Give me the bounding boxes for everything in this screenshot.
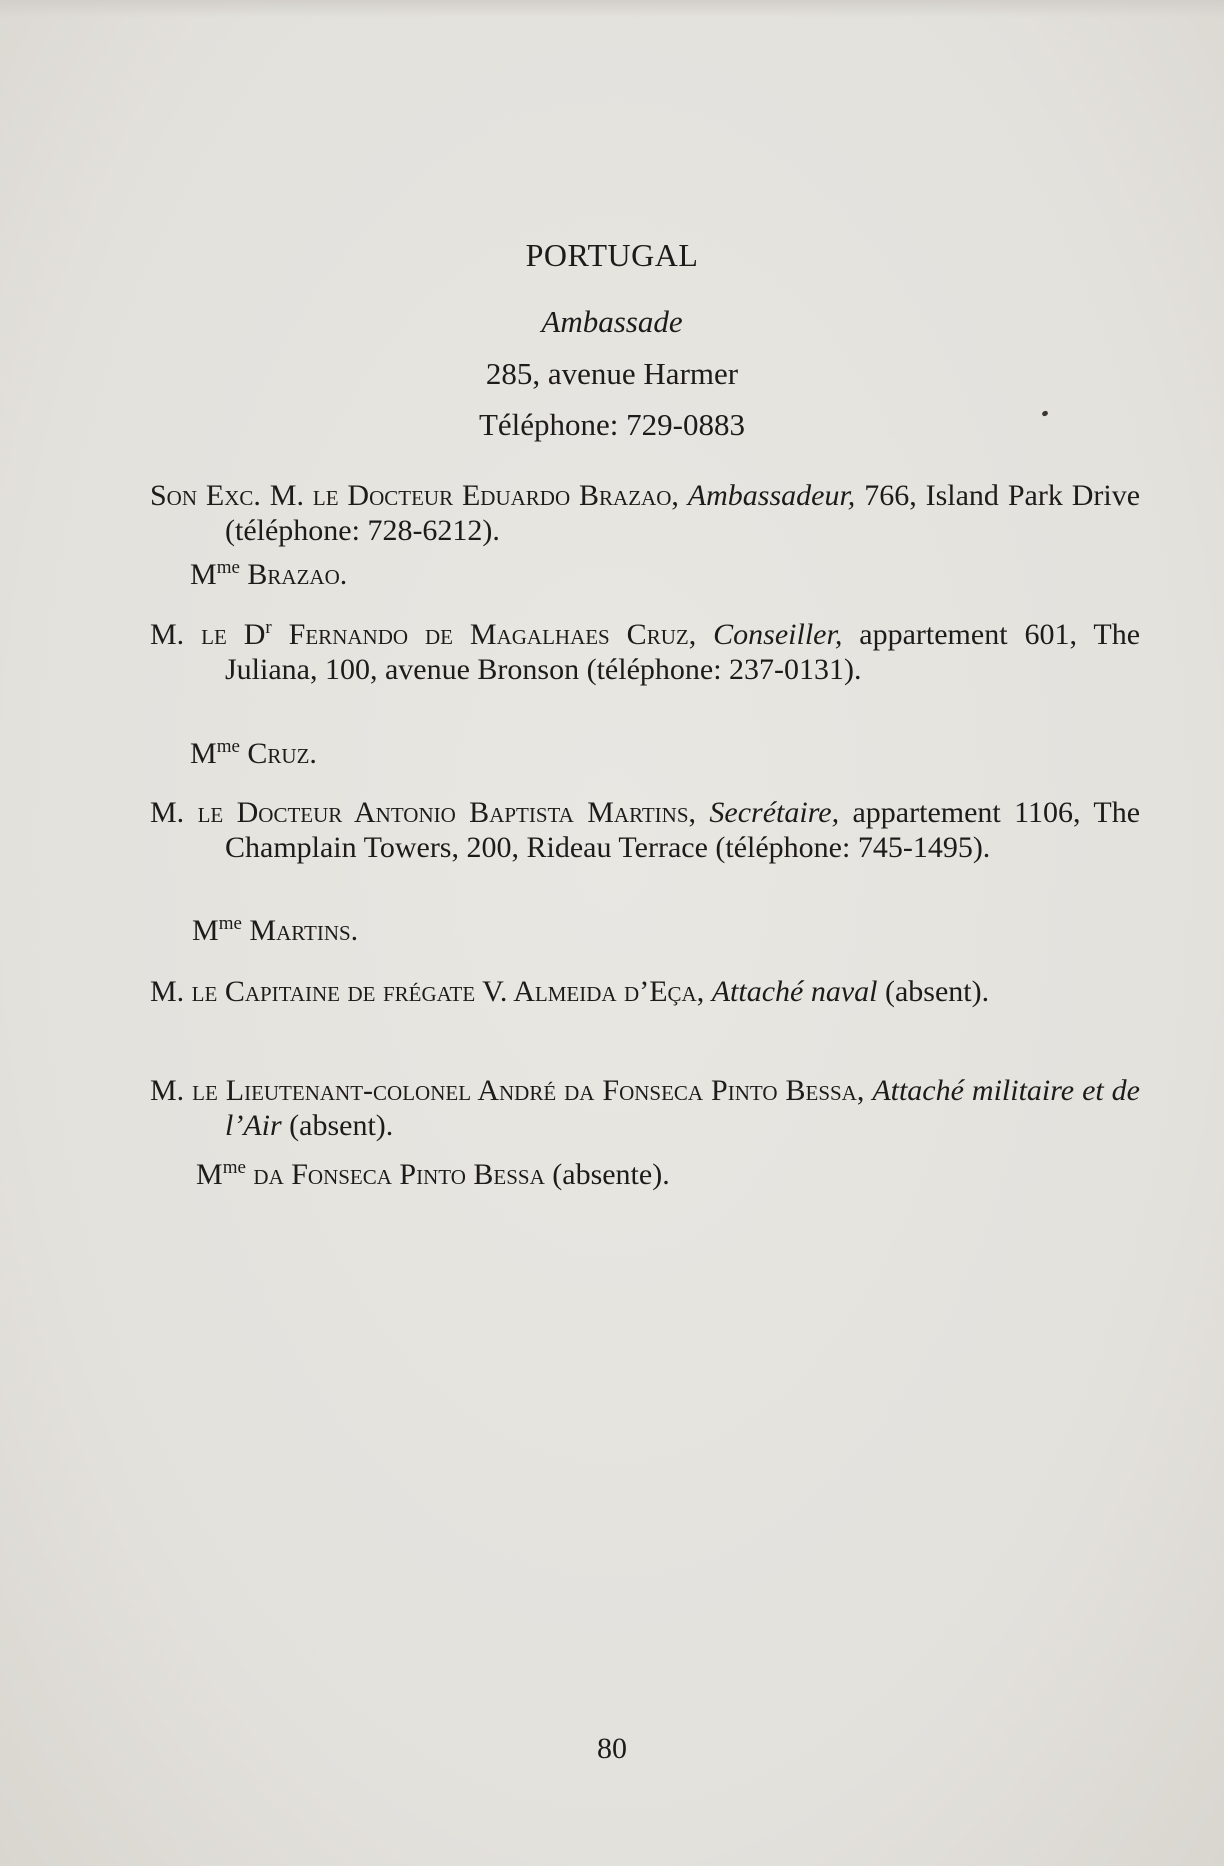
- entry-military-attache: [150, 1073, 1140, 1143]
- spouse-line: [190, 736, 317, 771]
- entry-details: (absent).: [289, 1109, 394, 1142]
- entry-name: M. le D: [150, 618, 266, 651]
- entry-title: Ambassadeur,: [687, 479, 856, 512]
- entry-details: 766, Island Park Drive (téléphone: 728-6212).: [225, 479, 1141, 547]
- spouse-prefix-sup: me: [216, 736, 240, 757]
- entry-title: Attaché naval: [711, 975, 878, 1008]
- entry-name-rest: Fernando de Magalhaes Cruz,: [288, 618, 697, 651]
- entry-title: Conseiller,: [713, 618, 843, 651]
- spouse-prefix: M: [192, 914, 219, 947]
- spouse-prefix: M: [196, 1158, 223, 1191]
- spouse-prefix-sup: me: [216, 557, 240, 578]
- entry-details: appartement 1106, The Champlain Towers, 200, Rideau Terrace (téléphone: 745-1495).: [225, 796, 1141, 864]
- entry-secretary: [150, 795, 1140, 865]
- spouse-name: da Fonseca Pinto Bessa: [253, 1158, 545, 1191]
- entry-name: M. le Capitaine de frégate V. Almeida d’Eça,: [150, 975, 705, 1008]
- office-address: 285, avenue Harmer: [485, 356, 739, 391]
- spouse-prefix: M: [190, 737, 217, 770]
- entry-name: M. le Docteur Antonio Baptista Martins,: [150, 796, 696, 829]
- entry-name: Son Exc. M. le Docteur Eduardo Brazao,: [150, 479, 679, 512]
- spouse-name: Brazao.: [247, 558, 348, 591]
- entry-name: M. le Lieutenant-colonel André da Fonseca Pinto Bessa,: [150, 1074, 865, 1107]
- entry-details: (absent).: [885, 975, 990, 1008]
- spouse-name: Cruz.: [247, 737, 317, 770]
- office-heading: Ambassade: [541, 304, 683, 339]
- spouse-name: Martins.: [249, 914, 359, 947]
- spouse-line: [196, 1157, 670, 1192]
- spouse-prefix-sup: me: [222, 1157, 246, 1178]
- spouse-line: [190, 557, 347, 592]
- spouse-details: (absente).: [552, 1158, 670, 1191]
- spouse-prefix-sup: me: [218, 913, 242, 934]
- page-top-edge: [0, 0, 1224, 18]
- entry-details: appartement 601, The Juliana, 100, avenue Bronson (téléphone: 237-0131).: [225, 618, 1141, 686]
- entry-counsellor: [150, 617, 1140, 687]
- entry-name-sup: r: [265, 617, 272, 638]
- entry-ambassador: [150, 478, 1140, 548]
- country-heading: PORTUGAL: [525, 237, 699, 273]
- office-phone: Téléphone: 729-0883: [478, 407, 745, 442]
- page-number: 80: [597, 1732, 627, 1765]
- entry-naval-attache: [150, 974, 1140, 1009]
- spouse-prefix: M: [190, 558, 217, 591]
- spouse-line: [192, 913, 358, 948]
- entry-title: Secrétaire,: [709, 796, 840, 829]
- entry-title: Attaché militaire et de l’Air: [225, 1074, 1141, 1142]
